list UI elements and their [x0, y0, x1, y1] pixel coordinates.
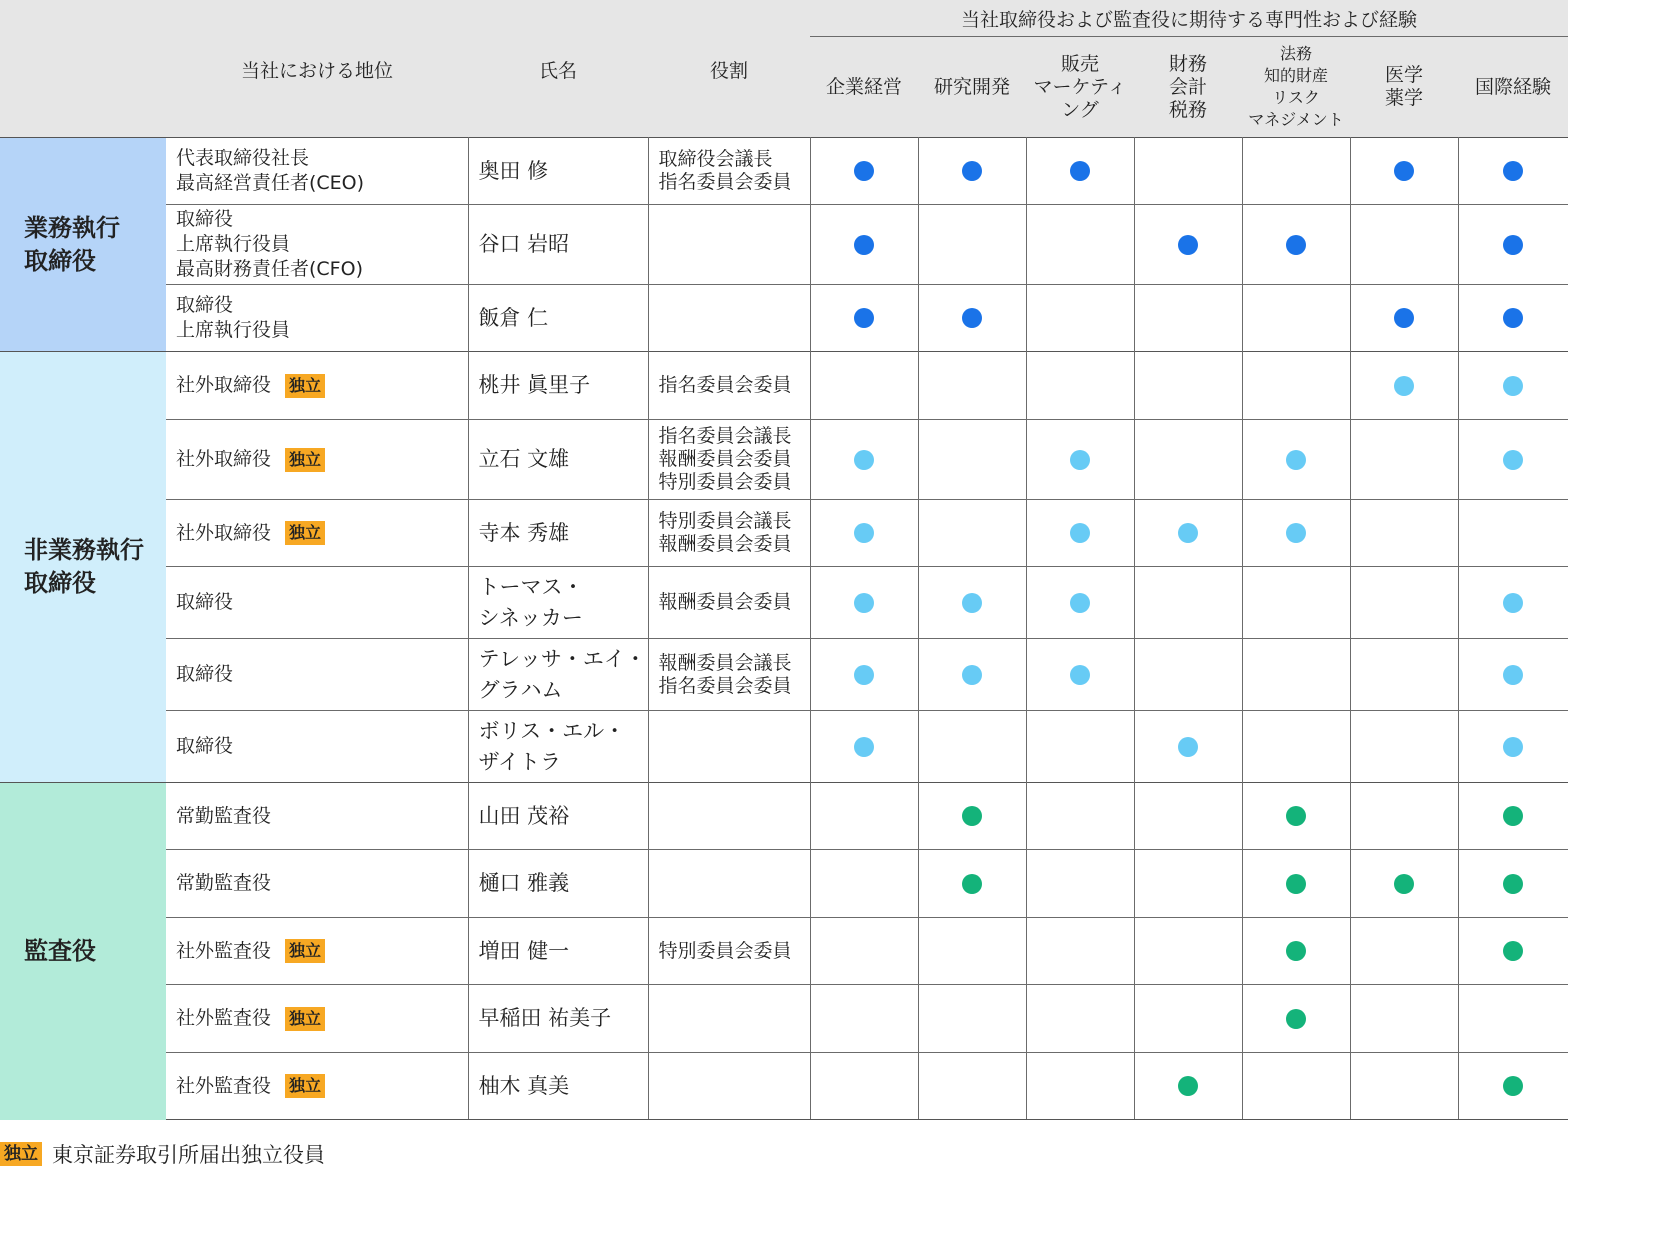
position-label: 代表取締役社長 [176, 147, 310, 169]
position-cell [166, 783, 468, 850]
skill-cell [1350, 567, 1458, 639]
skill-cell [1134, 420, 1242, 500]
header-skill-6 [1458, 37, 1568, 138]
member-name: 寺本 秀雄 [478, 520, 570, 545]
skill-dot-icon [962, 161, 982, 181]
skill-dot-icon [1394, 161, 1414, 181]
role-cell [648, 985, 810, 1053]
skill-dot-icon [1178, 523, 1198, 543]
member-name-line: ボリス・エル・ [478, 718, 626, 743]
category-cell [0, 138, 166, 352]
position-label: 社外取締役 [176, 448, 272, 470]
position-cell [166, 850, 468, 918]
role-cell [648, 918, 810, 985]
skill-dot-icon [1286, 874, 1306, 894]
position-cell [166, 639, 468, 711]
header-skill-label-line: マーケティ [1033, 75, 1127, 98]
header-skill-4 [1242, 37, 1350, 138]
skill-cell [1350, 918, 1458, 985]
category-label: 取締役 [24, 569, 96, 597]
skill-cell [1458, 567, 1568, 639]
name-cell [468, 285, 648, 352]
role-label: 報酬委員会委員 [658, 591, 792, 613]
skill-cell [1458, 1053, 1568, 1120]
name-cell [468, 567, 648, 639]
role-label: 特別委員会委員 [658, 471, 792, 493]
header-left-block [0, 0, 810, 138]
position-cell [166, 711, 468, 783]
header-skill-label-line: 医学 [1384, 64, 1423, 86]
skill-cell [918, 420, 1026, 500]
skill-dot-icon [1070, 523, 1090, 543]
skill-cell [1350, 850, 1458, 918]
skill-cell [810, 567, 918, 639]
position-label: 上席執行役員 [176, 233, 291, 255]
skill-cell [1026, 850, 1134, 918]
position-label: 社外監査役 [176, 1074, 272, 1097]
skill-dot-icon [854, 737, 874, 757]
header-skill-label-line: 薬学 [1384, 87, 1423, 109]
header-expertise-group: 当社取締役および監査役に期待する専門性および経験 [810, 0, 1568, 37]
skill-cell [1242, 639, 1350, 711]
name-cell [468, 850, 648, 918]
position-label: 取締役 [176, 208, 234, 230]
member-row [0, 567, 1568, 639]
skill-cell [1026, 985, 1134, 1053]
member-row [0, 285, 1568, 352]
legend [0, 1140, 325, 1168]
member-name: 桃井 眞里子 [478, 373, 591, 397]
position-cell [166, 985, 468, 1053]
skill-cell [1242, 1053, 1350, 1120]
skill-cell [1242, 138, 1350, 205]
position-label: 最高経営責任者(CEO) [176, 172, 365, 194]
skill-cell [1026, 711, 1134, 783]
skill-cell [1026, 352, 1134, 420]
skill-cell [1026, 639, 1134, 711]
skill-cell [1026, 783, 1134, 850]
member-name: 谷口 岩昭 [478, 232, 570, 256]
skill-cell [1458, 420, 1568, 500]
position-cell [166, 567, 468, 639]
skill-cell [1458, 711, 1568, 783]
name-cell [468, 711, 648, 783]
skill-cell [810, 1053, 918, 1120]
skill-cell [810, 352, 918, 420]
skill-dot-icon [1178, 737, 1198, 757]
skill-cell [918, 985, 1026, 1053]
role-cell [648, 352, 810, 420]
skill-dot-icon [1503, 1076, 1523, 1096]
header-skill-label-line: 会計 [1168, 75, 1207, 98]
skill-cell [1242, 567, 1350, 639]
skill-dot-icon [854, 665, 874, 685]
member-row [0, 205, 1568, 285]
skill-cell [1134, 205, 1242, 285]
header-row-top [0, 0, 1568, 37]
skill-cell [1026, 918, 1134, 985]
role-label: 特別委員会委員 [658, 939, 792, 962]
skill-cell [1026, 420, 1134, 500]
member-name-line: ザイトラ [478, 749, 562, 774]
skill-cell [918, 711, 1026, 783]
member-name-line: グラハム [478, 677, 563, 702]
member-row [0, 420, 1568, 500]
independent-badge: 独立 [285, 374, 325, 398]
skill-cell [1134, 985, 1242, 1053]
category-label: 監査役 [24, 936, 96, 965]
position-cell [166, 918, 468, 985]
role-label: 指名委員会委員 [658, 674, 792, 697]
skill-cell [1350, 711, 1458, 783]
role-label: 指名委員会議長 [658, 425, 792, 447]
position-label: 常勤監査役 [176, 872, 272, 894]
skill-dot-icon [962, 806, 982, 826]
skill-cell [1458, 500, 1568, 567]
skill-cell [1026, 500, 1134, 567]
independent-badge: 独立 [285, 939, 325, 963]
member-name: 樋口 雅義 [478, 871, 570, 895]
name-cell [468, 985, 648, 1053]
position-cell [166, 352, 468, 420]
member-row [0, 918, 1568, 985]
header-role: 役割 [709, 60, 748, 82]
position-label: 取締役 [176, 294, 234, 316]
skill-cell [1458, 985, 1568, 1053]
member-row [0, 639, 1568, 711]
role-label: 報酬委員会委員 [658, 533, 792, 555]
skill-cell [918, 783, 1026, 850]
skill-cell [1458, 205, 1568, 285]
skill-dot-icon [1286, 235, 1306, 255]
member-name-line: シネッカー [478, 605, 583, 630]
position-label: 取締役 [176, 591, 234, 613]
skill-cell [1026, 1053, 1134, 1120]
skill-cell [1458, 783, 1568, 850]
skill-cell [1242, 352, 1350, 420]
position-label: 取締役 [176, 663, 234, 685]
skill-dot-icon [1070, 450, 1090, 470]
role-cell [648, 1053, 810, 1120]
skill-dot-icon [1286, 806, 1306, 826]
skill-dot-icon [1394, 874, 1414, 894]
position-cell [166, 285, 468, 352]
member-name: 山田 茂裕 [478, 803, 570, 828]
skill-cell [1350, 985, 1458, 1053]
skill-dot-icon [1394, 376, 1414, 396]
skill-dot-icon [1178, 1076, 1198, 1096]
skill-dot-icon [1503, 737, 1523, 757]
position-label: 社外監査役 [176, 939, 272, 962]
skill-cell [1242, 420, 1350, 500]
skill-cell [918, 285, 1026, 352]
skill-cell [918, 205, 1026, 285]
role-cell [648, 285, 810, 352]
skill-cell [1242, 500, 1350, 567]
member-name: 増田 健一 [478, 938, 570, 963]
member-row [0, 850, 1568, 918]
independent-badge: 独立 [285, 1007, 325, 1031]
position-cell [166, 420, 468, 500]
header-skill-label-line: 研究開発 [933, 75, 1010, 98]
role-label: 特別委員会議長 [658, 510, 792, 532]
header-skill-5 [1350, 37, 1458, 138]
member-name: 飯倉 仁 [478, 305, 549, 330]
header-skill-label-line: ング [1061, 98, 1099, 121]
skill-cell [1026, 205, 1134, 285]
skill-cell [1350, 352, 1458, 420]
skill-cell [810, 285, 918, 352]
skill-cell [1350, 639, 1458, 711]
position-label: 社外取締役 [176, 521, 272, 544]
skill-cell [1134, 285, 1242, 352]
skill-dot-icon [1286, 523, 1306, 543]
category-cell [0, 352, 166, 783]
header-skill-label-line: マネジメント [1248, 110, 1344, 129]
name-cell [468, 500, 648, 567]
skill-cell [918, 352, 1026, 420]
header-skill-3 [1134, 37, 1242, 138]
member-name: 早稲田 祐美子 [478, 1006, 612, 1030]
name-cell [468, 420, 648, 500]
skill-dot-icon [854, 308, 874, 328]
skill-cell [810, 850, 918, 918]
skill-cell [1134, 711, 1242, 783]
skill-dot-icon [1503, 593, 1523, 613]
skill-cell [1026, 138, 1134, 205]
member-row [0, 352, 1568, 420]
skill-cell [1134, 783, 1242, 850]
role-cell [648, 783, 810, 850]
skill-cell [1242, 205, 1350, 285]
skill-cell [1350, 420, 1458, 500]
category-label: 非業務執行 [24, 536, 144, 564]
skill-cell [918, 1053, 1026, 1120]
skill-cell [1458, 352, 1568, 420]
skill-dot-icon [1070, 665, 1090, 685]
skill-cell [918, 567, 1026, 639]
role-cell [648, 500, 810, 567]
skill-cell [1458, 285, 1568, 352]
member-name-line: テレッサ・エイ・ [478, 646, 646, 671]
independent-badge: 独立 [285, 448, 325, 472]
skill-cell [810, 918, 918, 985]
skill-cell [810, 420, 918, 500]
skill-cell [1134, 639, 1242, 711]
skill-dot-icon [1503, 806, 1523, 826]
position-cell [166, 1053, 468, 1120]
skill-dot-icon [1503, 665, 1523, 685]
skill-cell [1458, 138, 1568, 205]
skill-dot-icon [1503, 161, 1523, 181]
skill-cell [810, 639, 918, 711]
position-cell [166, 500, 468, 567]
member-name: 奥田 修 [478, 158, 549, 183]
role-cell [648, 711, 810, 783]
skill-cell [918, 918, 1026, 985]
category-label: 取締役 [24, 246, 96, 275]
skill-cell [1134, 567, 1242, 639]
legend-text: 東京証券取引所届出独立役員 [52, 1143, 325, 1167]
position-cell [166, 138, 468, 205]
position-label: 上席執行役員 [176, 319, 291, 341]
skill-dot-icon [1286, 941, 1306, 961]
header-skill-label-line: 法務 [1279, 44, 1312, 63]
role-label: 取締役会議長 [658, 148, 773, 170]
skill-dot-icon [1286, 450, 1306, 470]
position-label: 取締役 [176, 735, 234, 757]
skill-dot-icon [854, 593, 874, 613]
skill-cell [1134, 850, 1242, 918]
name-cell [468, 138, 648, 205]
skill-cell [810, 783, 918, 850]
independent-badge: 独立 [285, 521, 325, 545]
independent-badge: 独立 [0, 1142, 42, 1166]
role-cell [648, 205, 810, 285]
skill-cell [918, 138, 1026, 205]
role-cell [648, 420, 810, 500]
role-cell [648, 567, 810, 639]
member-name: 柚木 真美 [478, 1073, 570, 1098]
skill-dot-icon [1503, 235, 1523, 255]
member-row [0, 711, 1568, 783]
role-label: 報酬委員会議長 [658, 651, 792, 674]
skill-dot-icon [854, 450, 874, 470]
skill-cell [1026, 567, 1134, 639]
skill-dot-icon [962, 874, 982, 894]
member-row [0, 985, 1568, 1053]
header-skill-label-line: 財務 [1168, 52, 1207, 75]
skill-cell [1134, 500, 1242, 567]
skill-cell [810, 138, 918, 205]
header-position: 当社における地位 [240, 60, 393, 82]
role-label: 報酬委員会委員 [658, 448, 792, 470]
skill-cell [1134, 352, 1242, 420]
skill-dot-icon [1394, 308, 1414, 328]
skill-cell [1242, 850, 1350, 918]
skill-cell [1242, 285, 1350, 352]
skill-cell [1026, 285, 1134, 352]
independent-badge: 独立 [285, 1074, 325, 1098]
header-skill-label-line: 知的財産 [1263, 66, 1328, 85]
header-skill-2 [1026, 37, 1134, 138]
header-skill-label-line: 販売 [1060, 52, 1099, 75]
skill-cell [1242, 985, 1350, 1053]
skill-cell [810, 205, 918, 285]
skill-cell [1350, 783, 1458, 850]
skill-dot-icon [1286, 1009, 1306, 1029]
header-skill-label-line: 税務 [1168, 98, 1207, 121]
skill-cell [1458, 918, 1568, 985]
header-name: 氏名 [538, 60, 577, 82]
role-cell [648, 138, 810, 205]
name-cell [468, 783, 648, 850]
role-label: 指名委員会委員 [658, 171, 792, 193]
skill-cell [810, 985, 918, 1053]
member-row [0, 783, 1568, 850]
skill-dot-icon [1070, 161, 1090, 181]
position-label: 社外監査役 [176, 1007, 272, 1029]
category-label: 業務執行 [24, 213, 120, 242]
skill-cell [1242, 918, 1350, 985]
skill-dot-icon [1503, 308, 1523, 328]
skill-dot-icon [962, 308, 982, 328]
role-label: 指名委員会委員 [658, 374, 792, 396]
position-label: 常勤監査役 [176, 804, 272, 827]
skill-dot-icon [962, 593, 982, 613]
name-cell [468, 352, 648, 420]
skill-cell [918, 639, 1026, 711]
category-cell [0, 783, 166, 1120]
skill-cell [918, 850, 1026, 918]
member-name: 立石 文雄 [478, 447, 570, 471]
skill-cell [1458, 639, 1568, 711]
position-label: 社外取締役 [176, 374, 272, 396]
skill-cell [1134, 918, 1242, 985]
skill-cell [1242, 783, 1350, 850]
skill-dot-icon [854, 235, 874, 255]
skill-dot-icon [1503, 450, 1523, 470]
skill-cell [1350, 138, 1458, 205]
skill-cell [1350, 1053, 1458, 1120]
skill-cell [810, 711, 918, 783]
position-label: 最高財務責任者(CFO) [176, 258, 363, 280]
header-skill-1 [918, 37, 1026, 138]
header-skill-label-line: リスク [1272, 88, 1320, 107]
skill-dot-icon [962, 665, 982, 685]
skill-dot-icon [854, 523, 874, 543]
role-cell [648, 639, 810, 711]
skill-cell [810, 500, 918, 567]
skill-cell [1350, 500, 1458, 567]
skill-cell [1350, 205, 1458, 285]
skill-cell [1134, 1053, 1242, 1120]
position-cell [166, 205, 468, 285]
member-row [0, 500, 1568, 567]
skill-dot-icon [1503, 874, 1523, 894]
header-skill-label-line: 企業経営 [825, 75, 902, 98]
skill-cell [1134, 138, 1242, 205]
member-row [0, 1053, 1568, 1120]
skill-cell [1242, 711, 1350, 783]
member-row [0, 138, 1568, 205]
skill-dot-icon [854, 161, 874, 181]
skill-dot-icon [1178, 235, 1198, 255]
name-cell [468, 918, 648, 985]
name-cell [468, 205, 648, 285]
name-cell [468, 639, 648, 711]
skill-cell [1350, 285, 1458, 352]
skill-cell [918, 500, 1026, 567]
role-cell [648, 850, 810, 918]
skill-dot-icon [1070, 593, 1090, 613]
skill-cell [1458, 850, 1568, 918]
skill-dot-icon [1503, 941, 1523, 961]
name-cell [468, 1053, 648, 1120]
header-skill-0 [810, 37, 918, 138]
header-skill-label-line: 国際経験 [1475, 75, 1552, 98]
member-name-line: トーマス・ [478, 574, 584, 599]
skill-dot-icon [1503, 376, 1523, 396]
